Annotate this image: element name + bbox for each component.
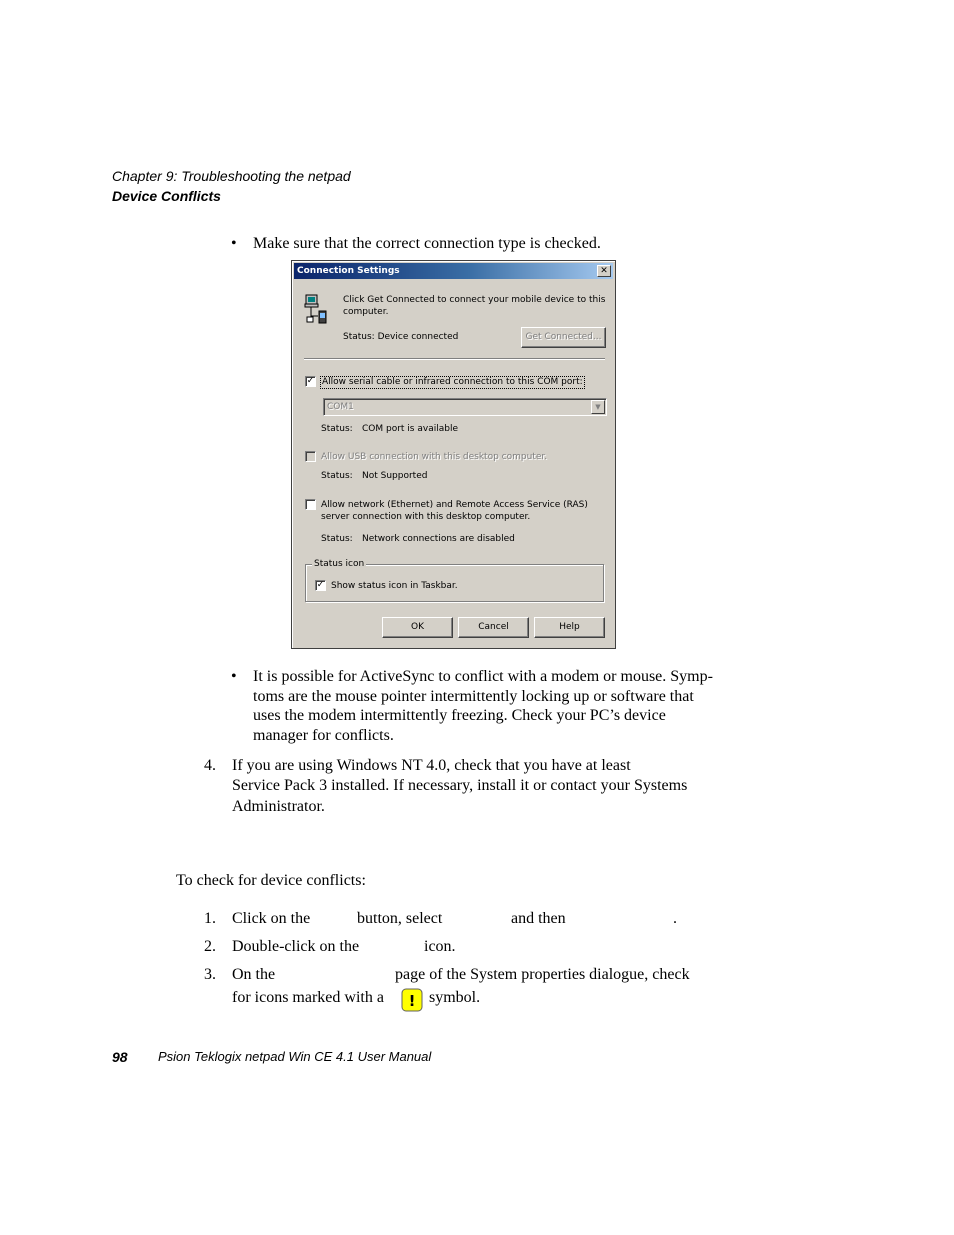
step-text-line: If you are using Windows NT 4.0, check that you have at least: [232, 757, 631, 774]
bullet-text-line: It is possible for ActiveSync to conflict with a modem or mouse. Symp-: [253, 668, 713, 685]
device-connection-icon: [304, 294, 328, 324]
network-status-value: Network connections are disabled: [362, 534, 515, 544]
get-connected-button[interactable]: Get Connected...: [521, 327, 606, 348]
com-port-value: COM1: [327, 402, 354, 412]
cancel-button[interactable]: Cancel: [458, 617, 529, 638]
show-icon-checkbox-label[interactable]: Show status icon in Taskbar.: [331, 581, 458, 591]
bullet-marker: •: [231, 668, 237, 685]
step-text-part: On the: [232, 966, 276, 983]
step-number: 4.: [204, 757, 216, 774]
step-number: 1.: [204, 910, 216, 927]
ok-button[interactable]: OK: [382, 617, 453, 638]
network-checkbox-label-line2: server connection with this desktop computer.: [321, 512, 531, 522]
connection-status: Status: Device connected: [343, 332, 459, 342]
step-text-line: Administrator.: [232, 798, 325, 815]
step-number: 3.: [204, 966, 216, 983]
step-text-part: button, select: [357, 910, 443, 927]
dialog-title: Connection Settings: [297, 266, 400, 276]
network-checkbox-label-line1[interactable]: Allow network (Ethernet) and Remote Access Service (RAS): [321, 500, 588, 510]
close-icon: ✕: [600, 266, 608, 276]
bullet-text-line: manager for conflicts.: [253, 727, 394, 744]
step-text-part: symbol.: [429, 989, 481, 1006]
bullet-text-line: toms are the mouse pointer intermittently locking up or software that: [253, 688, 694, 705]
serial-checkbox[interactable]: ✓: [306, 376, 315, 386]
connection-settings-dialog: [291, 260, 616, 649]
procedure-intro: To check for device conflicts:: [176, 872, 366, 889]
chapter-header: Chapter 9: Troubleshooting the netpad: [112, 168, 351, 184]
step-text-part: Click on the: [232, 910, 311, 927]
usb-checkbox-label: Allow USB connection with this desktop computer.: [321, 452, 548, 462]
step-text-part: Double-click on the: [232, 938, 360, 955]
manual-title: Psion Teklogix netpad Win CE 4.1 User Manual: [158, 1049, 432, 1064]
step-text-part: page of the System properties dialogue, check: [395, 966, 690, 983]
section-header: Device Conflicts: [112, 188, 221, 204]
status-icon-group-label: Status icon: [314, 559, 365, 569]
step-text-part: for icons marked with a: [232, 989, 384, 1006]
intro-text-line2: computer.: [343, 307, 389, 317]
bullet-text: Make sure that the correct connection type is checked.: [253, 235, 601, 252]
serial-checkbox-label[interactable]: Allow serial cable or infrared connection to this COM port:: [322, 377, 583, 387]
chevron-down-icon[interactable]: ▼: [591, 400, 605, 414]
usb-status-label: Status:: [321, 471, 353, 481]
show-icon-checkbox[interactable]: ✓: [316, 580, 325, 590]
bullet-text-line: uses the modem intermittently freezing. Check your PC’s device: [253, 707, 666, 724]
com-port-select[interactable]: [323, 398, 607, 416]
step-text-line: Service Pack 3 installed. If necessary, install it or contact your Systems: [232, 777, 688, 794]
usb-status-value: Not Supported: [362, 471, 428, 481]
page-number: 98: [112, 1049, 128, 1065]
dialog-title-bar: [294, 263, 613, 279]
help-button[interactable]: Help: [534, 617, 605, 638]
com-status-label: Status:: [321, 424, 353, 434]
step-number: 2.: [204, 938, 216, 955]
dialog-separator: [304, 358, 605, 360]
exclamation-icon: [401, 988, 423, 1012]
intro-text-line1: Click Get Connected to connect your mobile device to this: [343, 295, 606, 305]
step-text-part: icon.: [424, 938, 456, 955]
usb-checkbox[interactable]: [305, 451, 316, 462]
network-checkbox[interactable]: [305, 499, 316, 510]
com-status-value: COM port is available: [362, 424, 458, 434]
close-button[interactable]: [597, 265, 611, 277]
step-text-part: .: [673, 910, 677, 927]
step-text-part: and then: [511, 910, 566, 927]
bullet-marker: •: [231, 235, 237, 252]
network-status-label: Status:: [321, 534, 353, 544]
exclamation-glyph: !: [408, 992, 416, 1010]
